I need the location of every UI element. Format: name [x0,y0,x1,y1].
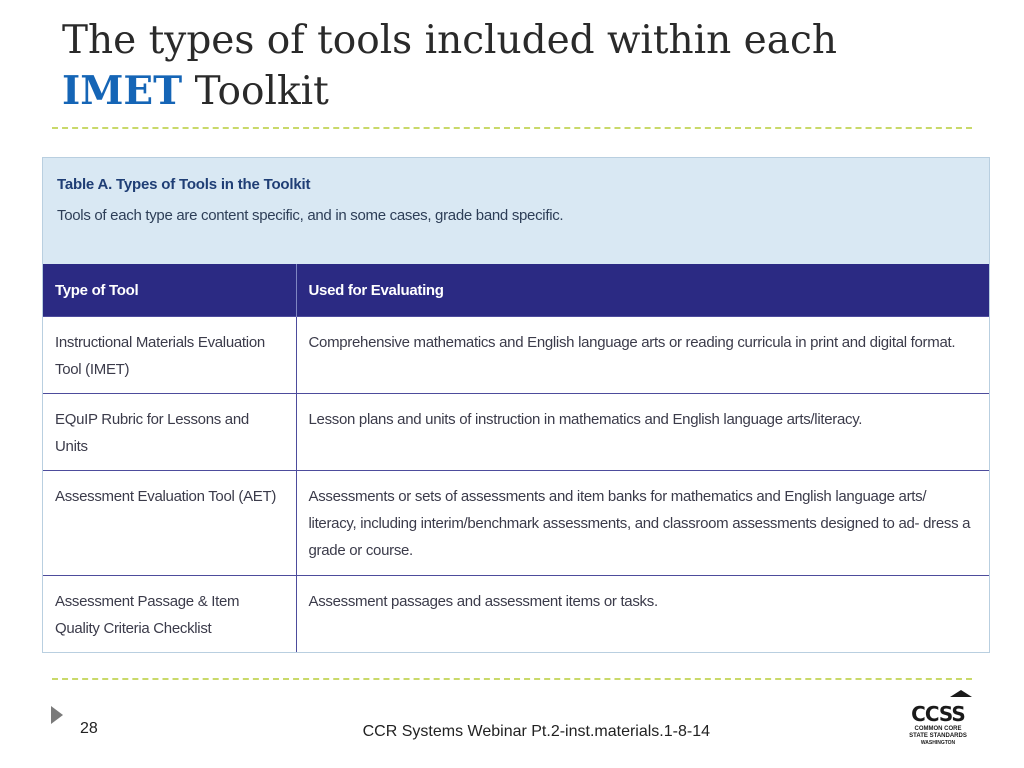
tool-cell: Assessment Evaluation Tool (AET) [43,471,296,576]
use-cell: Lesson plans and units of instruction in mathematics and English language arts/literacy. [296,394,989,471]
table-caption: Table A. Types of Tools in the Toolkit [57,176,311,193]
title-line-1: The types of tools included within each [62,18,837,63]
title-line-2-rest: Toolkit [182,69,329,114]
table-row [43,471,989,576]
table-header-row [43,264,989,317]
use-cell: Assessment passages and assessment items or tasks. [296,576,989,653]
logo-mark: CCSS [911,702,965,726]
tools-table-figure [42,157,990,653]
ccss-logo [898,690,978,752]
table-subcaption: Tools of each type are content specific, and in some cases, grade band specific. [57,207,564,224]
page-number: 28 [80,720,98,737]
use-cell: Comprehensive mathematics and English language arts or reading curricula in print and digital format. [296,317,989,394]
tool-cell: EQuIP Rubric for Lessons and Units [43,394,296,471]
header-used-for-evaluating: Used for Evaluating [296,264,989,317]
tools-table [43,264,989,652]
title-accent: IMET [62,68,183,114]
logo-line-1: COMMON CORE [914,726,962,732]
table-row [43,317,989,394]
slide-title [62,16,982,117]
use-cell: Assessments or sets of assessments and item banks for mathematics and English language arts/ literacy, including interim/benchmark assessments, and classroom assessments designed to ad- dress a grade or course. [296,471,989,576]
header-type-of-tool: Type of Tool [43,264,296,317]
logo-line-3: WASHINGTON [920,740,956,746]
triangle-bullet-icon [51,706,63,724]
table-row [43,576,989,653]
graduation-cap-icon [950,690,972,697]
logo-line-2: STATE STANDARDS [909,733,967,739]
table-row [43,394,989,471]
footer-text: CCR Systems Webinar Pt.2-inst.materials.1-8-14 [362,723,710,740]
tool-cell: Instructional Materials Evaluation Tool (IMET) [43,317,296,394]
tool-cell: Assessment Passage & Item Quality Criteria Checklist [43,576,296,653]
table-caption-area [43,158,989,264]
top-divider [52,127,972,129]
bottom-divider [52,678,972,680]
